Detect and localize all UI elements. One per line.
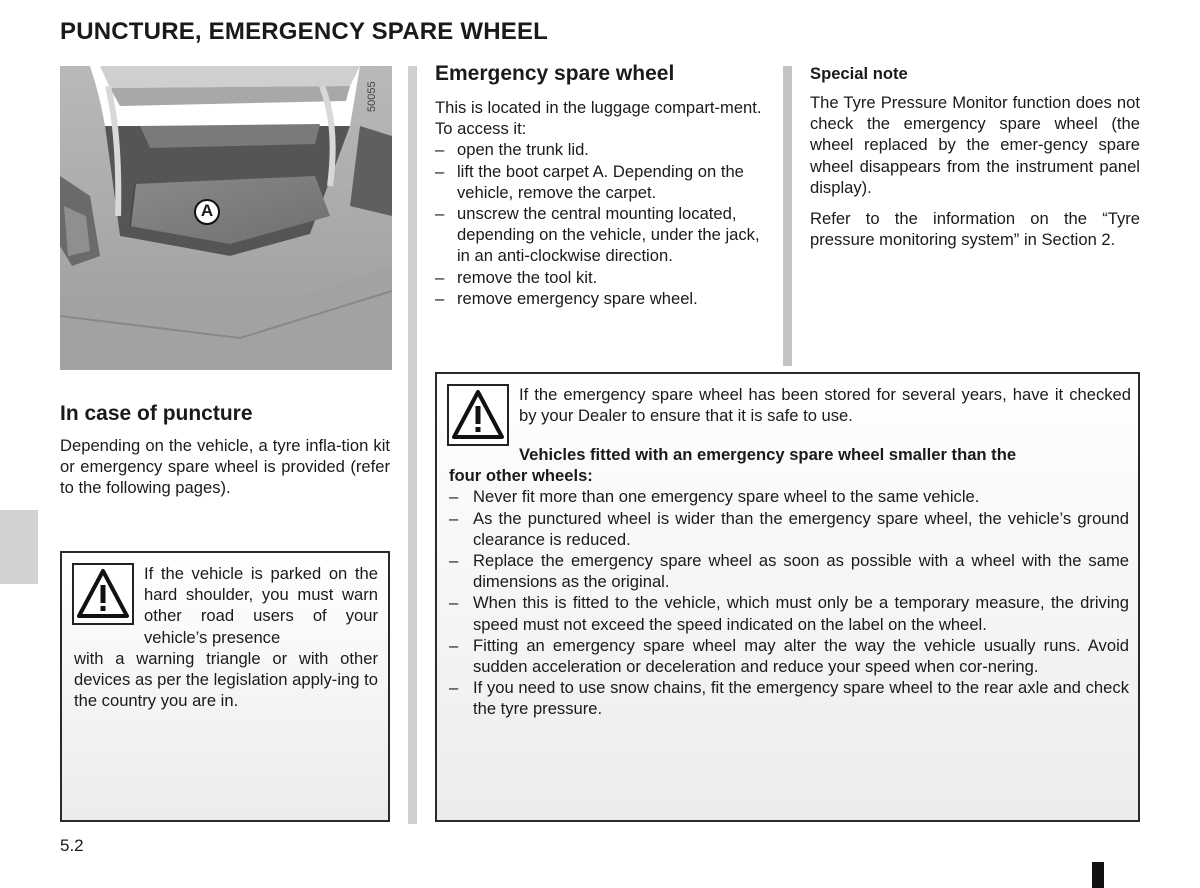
figure-reference-code: 50055: [366, 81, 378, 112]
parking-warning-text-wrapped: If the vehicle is parked on the hard shoulder, you must warn other road users of your vehicle’s presence: [144, 564, 378, 647]
access-step: – unscrew the central mounting located, depending on the vehicle, under the jack, in an anti-clockwise direction.: [435, 203, 765, 267]
access-step: – open the trunk lid.: [435, 139, 765, 160]
storage-warning-intro: If the emergency spare wheel has been stored for several years, have it checked by your Dealer to ensure that it is safe to use.: [519, 385, 1131, 426]
smaller-spare-heading-cont: four other wheels:: [449, 466, 593, 486]
special-note-para-2: Refer to the information on the “Tyre pressure monitoring system” in Section 2.: [810, 209, 1140, 250]
list-item: – If you need to use snow chains, fit the emergency spare wheel to the rear axle and check the tyre pressure.: [449, 677, 1129, 719]
smaller-spare-list: [449, 486, 1129, 719]
page-number: 5.2: [60, 836, 84, 855]
special-note-block: [810, 64, 1140, 250]
access-step: – lift the boot carpet A. Depending on the vehicle, remove the carpet.: [435, 161, 765, 203]
spare-wheel-warning-box: [435, 372, 1140, 822]
column-divider-right: [783, 66, 792, 366]
access-steps-list: [435, 139, 765, 309]
list-item: – Replace the emergency spare wheel as soon as possible with a wheel with the same dimensions as the original.: [449, 550, 1129, 592]
emergency-spare-heading: Emergency spare wheel: [435, 62, 675, 85]
warning-triangle-icon: [447, 384, 509, 446]
puncture-paragraph: Depending on the vehicle, a tyre infla-tion kit or emergency spare wheel is provided (refer to the following pages).: [60, 436, 390, 498]
page-corner-mark: [1092, 862, 1104, 888]
smaller-spare-section: [449, 444, 1129, 720]
access-step: – remove the tool kit.: [435, 267, 765, 288]
parking-warning-text: [74, 563, 378, 711]
access-label: To access it:: [435, 119, 527, 139]
emergency-spare-intro: This is located in the luggage compart-ment.: [435, 98, 762, 117]
access-step: – remove emergency spare wheel.: [435, 288, 765, 309]
emergency-spare-body: [435, 97, 765, 309]
list-item: – Fitting an emergency spare wheel may alter the way the vehicle usually runs. Avoid sudden acceleration or deceleration and reduce your speed when cor-nering.: [449, 635, 1129, 677]
parking-warning-text-rest: with a warning triangle or with other devices as per the legislation apply-ing to the country you are in.: [74, 648, 378, 711]
page-title: PUNCTURE, EMERGENCY SPARE WHEEL: [60, 18, 549, 45]
section-thumb-tab: [0, 510, 38, 584]
column-divider-left: [408, 66, 417, 824]
parking-warning-box: [60, 551, 390, 822]
puncture-heading: In case of puncture: [60, 402, 253, 425]
figure-label-a: A: [200, 201, 214, 220]
list-item: – As the punctured wheel is wider than the emergency spare wheel, the vehicle’s ground clearance is reduced.: [449, 508, 1129, 550]
list-item: – Never fit more than one emergency spare wheel to the same vehicle.: [449, 486, 1129, 507]
list-item: – When this is fitted to the vehicle, which must only be a temporary measure, the driving speed must not exceed the speed indicated on the label on the wheel.: [449, 592, 1129, 634]
special-note-heading: Special note: [810, 64, 908, 83]
smaller-spare-heading: Vehicles fitted with an emergency spare wheel smaller than the: [519, 445, 1017, 464]
special-note-para-1: The Tyre Pressure Monitor function does not check the emergency spare wheel (the wheel replaced by the emer-gency spare wheel disappears from the instrument panel display).: [810, 93, 1140, 197]
boot-illustration: [60, 66, 392, 370]
